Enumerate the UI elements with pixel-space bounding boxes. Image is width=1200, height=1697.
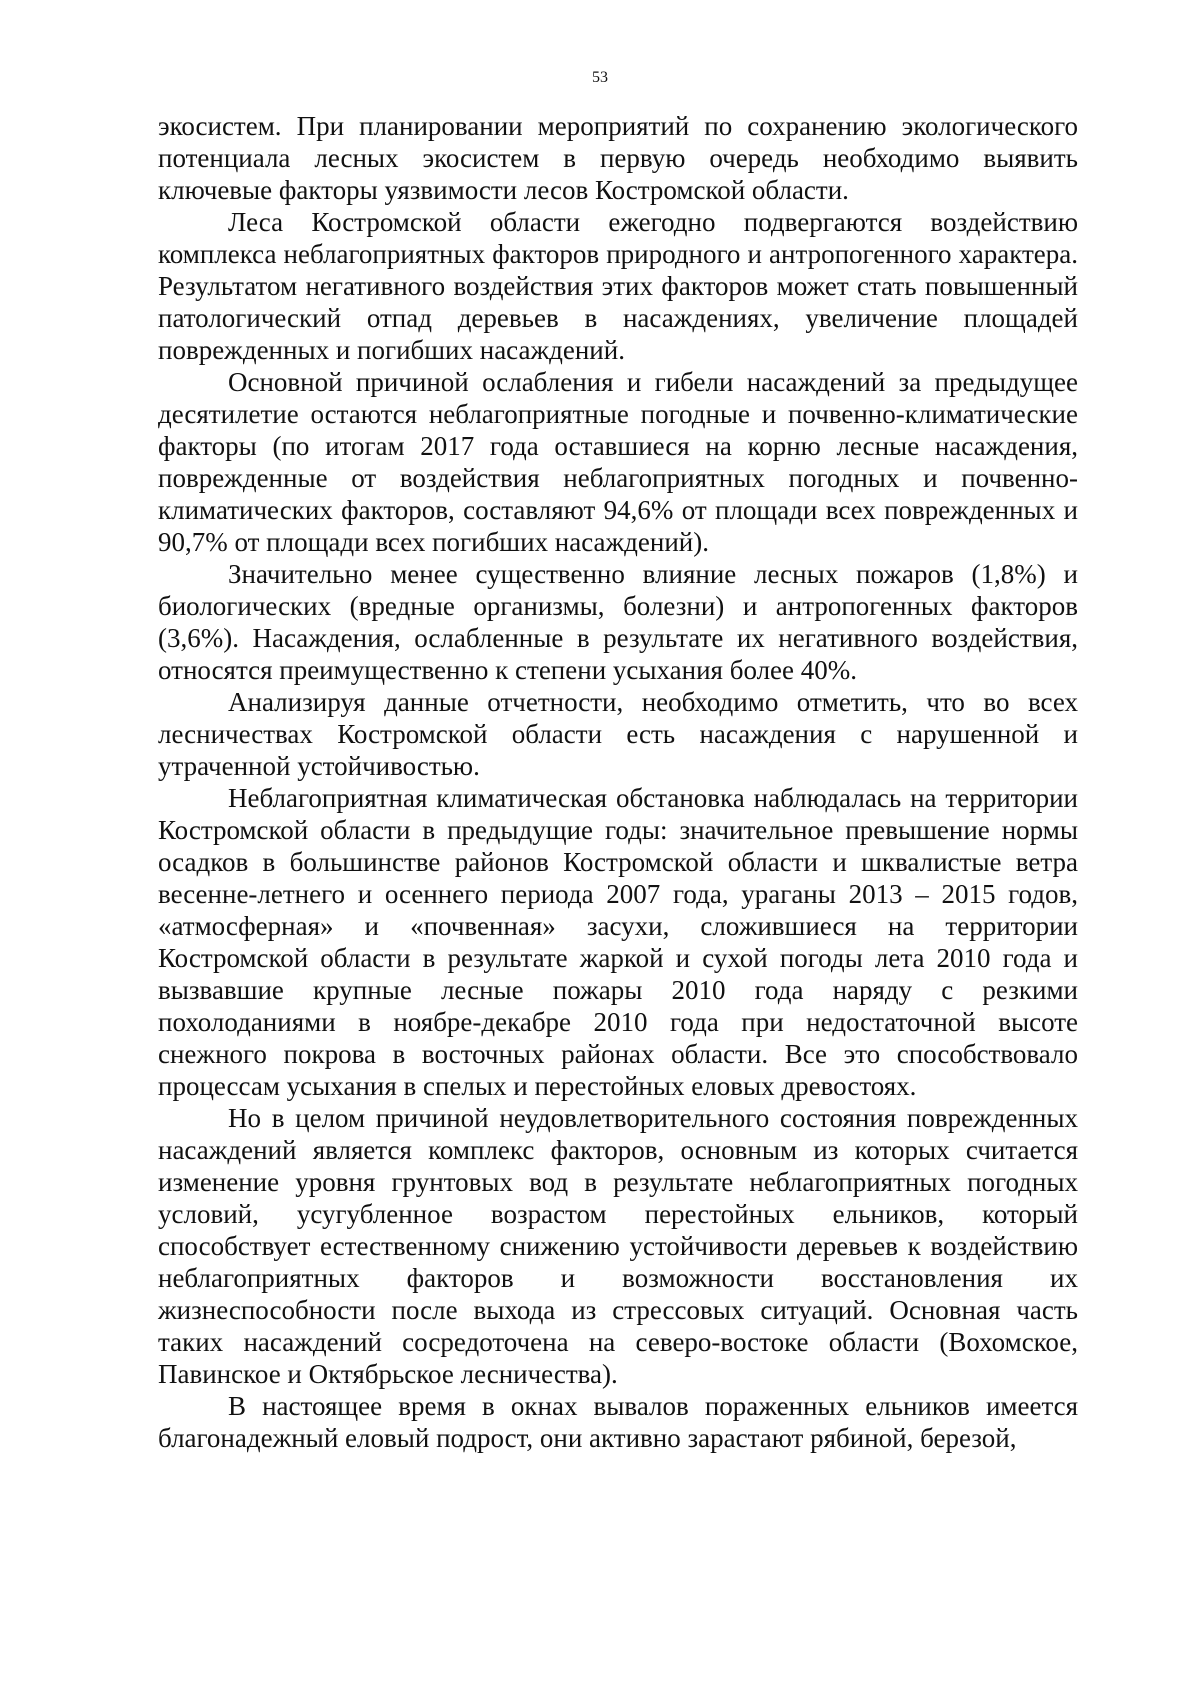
paragraph-2: Леса Костромской области ежегодно подвергаются воздействию комплекса неблагоприятных факторов природного и антропогенного характера. Результатом негативного воздействия этих факторов может стать повышенный патологический отпад деревьев в насаждениях, увеличение площадей поврежденных и погибших насаждений. [158,207,1078,365]
document-body [158,110,1078,1454]
paragraph-8: В настоящее время в окнах вывалов пораженных ельников имеется благонадежный еловый подрост, они активно зарастают рябиной, березой, [158,1391,1078,1453]
paragraph-3: Основной причиной ослабления и гибели насаждений за предыдущее десятилетие остаются неблагоприятные погодные и почвенно-климатические факторы (по итогам 2017 года оставшиеся на корню лесные насаждения, поврежденные от воздействия неблагоприятных погодных и почвенно-климатических факторов, составляют 94,6% от площади всех поврежденных и 90,7% от площади всех погибших насаждений). [158,367,1078,557]
paragraph-6: Неблагоприятная климатическая обстановка наблюдалась на территории Костромской области в предыдущие годы: значительное превышение нормы осадков в большинстве районов Костромской области и шквалистые ветра весенне-летнего и осеннего периода 2007 года, ураганы 2013 – 2015 годов, «атмосферная» и «почвенная» засухи, сложившиеся на территории Костромской области в результате жаркой и сухой погоды лета 2010 года и вызвавшие крупные лесные пожары 2010 года наряду с резкими похолоданиями в ноябре-декабре 2010 года при недостаточной высоте снежного покрова в восточных районах области. Все это способствовало процессам усыхания в спелых и перестойных еловых древостоях. [158,783,1078,1101]
page-number: 53 [592,69,608,86]
paragraph-1: экосистем. При планировании мероприятий по сохранению экологического потенциала лесных экосистем в первую очередь необходимо выявить ключевые факторы уязвимости лесов Костромской области. [158,111,1078,205]
paragraph-5: Анализируя данные отчетности, необходимо отметить, что во всех лесничествах Костромской области есть насаждения с нарушенной и утраченной устойчивостью. [158,687,1078,781]
paragraph-4: Значительно менее существенно влияние лесных пожаров (1,8%) и биологических (вредные организмы, болезни) и антропогенных факторов (3,6%). Насаждения, ослабленные в результате их негативного воздействия, относятся преимущественно к степени усыхания более 40%. [158,559,1078,685]
paragraph-7: Но в целом причиной неудовлетворительного состояния поврежденных насаждений является комплекс факторов, основным из которых считается изменение уровня грунтовых вод в результате неблагоприятных погодных условий, усугубленное возрастом перестойных ельников, который способствует естественному снижению устойчивости деревьев к воздействию неблагоприятных факторов и возможности восстановления их жизнеспособности после выхода из стрессовых ситуаций. Основная часть таких насаждений сосредоточена на северо-востоке области (Вохомское, Павинское и Октябрьское лесничества). [158,1103,1078,1389]
